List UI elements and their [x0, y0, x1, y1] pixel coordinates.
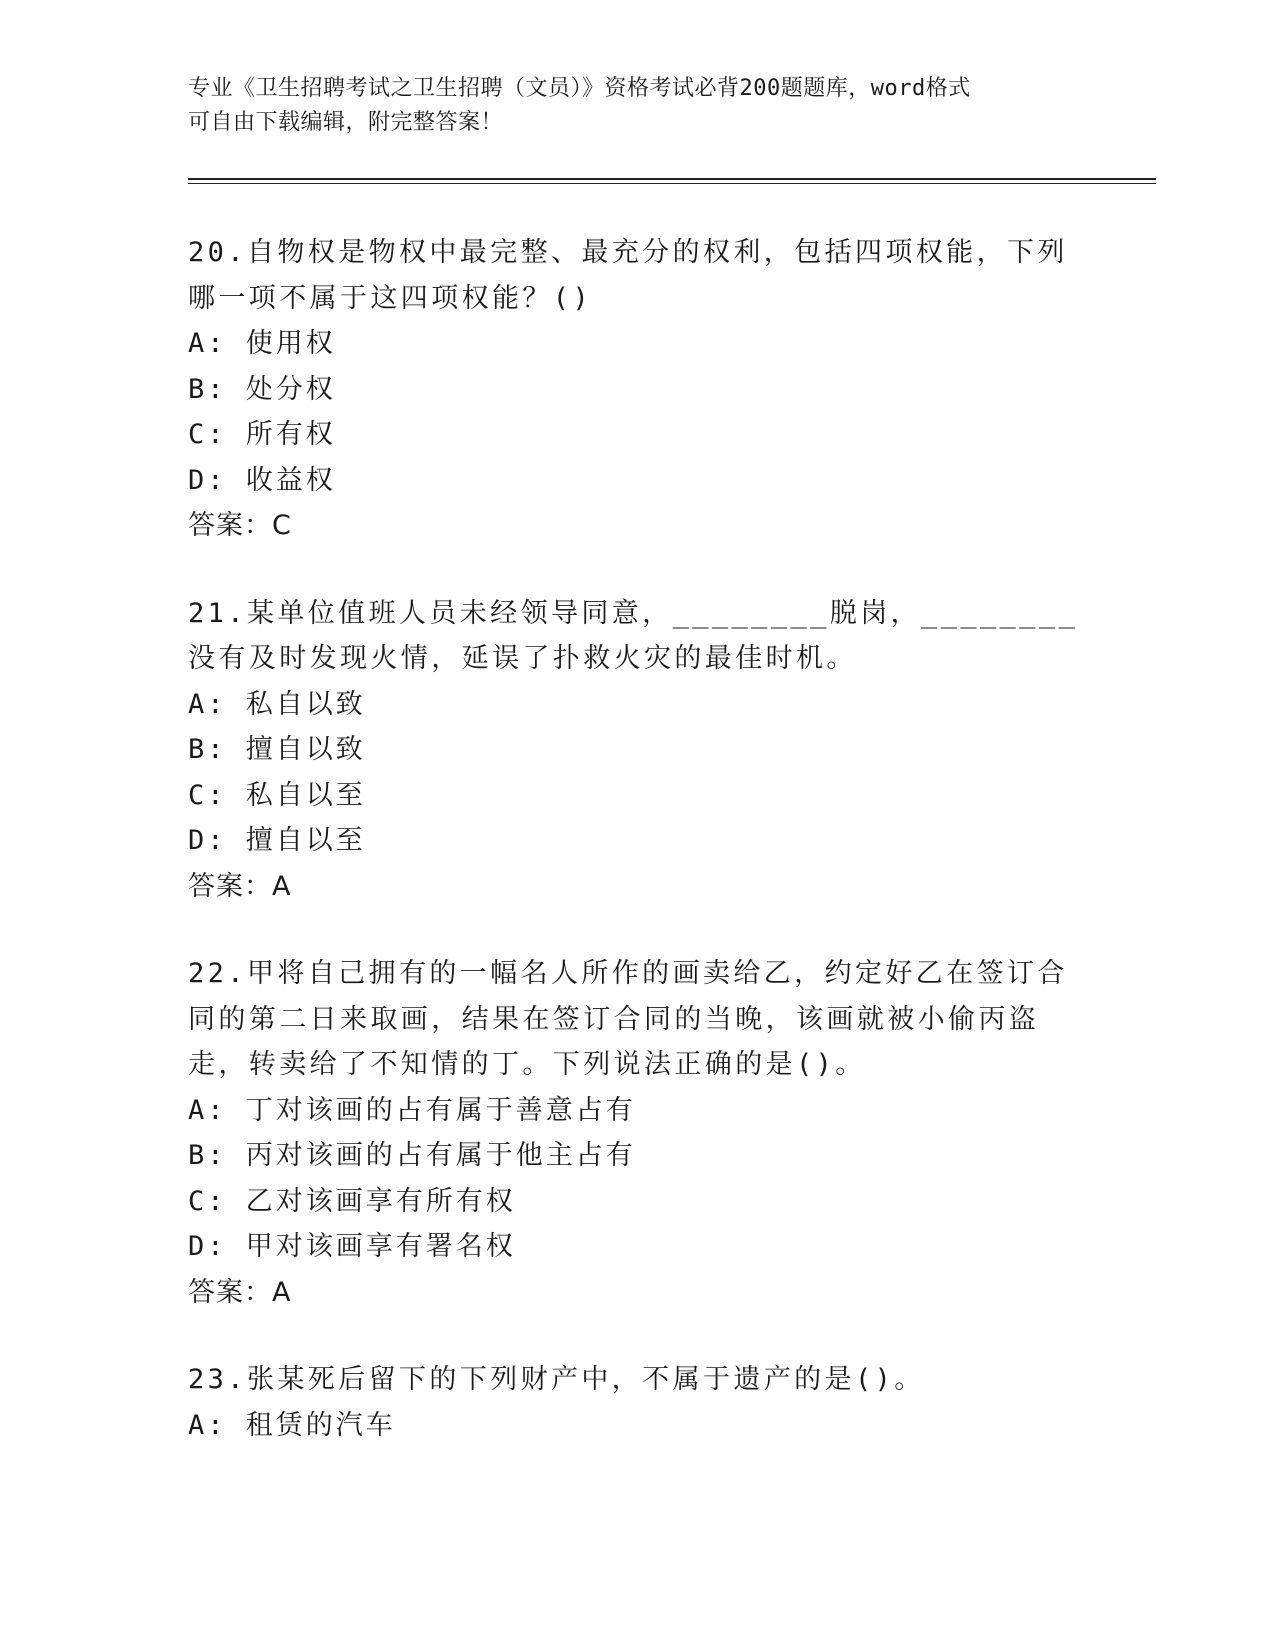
option-c: C: 私自以至 — [188, 779, 366, 811]
answer-label: 答案：C — [188, 510, 292, 541]
question-20 — [188, 230, 1088, 549]
header-line-2: 可自由下载编辑，附完整答案！ — [188, 110, 504, 135]
option-a: A: 租赁的汽车 — [188, 1409, 396, 1441]
header-divider-thin — [188, 183, 1156, 184]
question-stem: 23.张某死后留下的下列财产中，不属于遗产的是()。 — [188, 1364, 925, 1395]
option-b: B: 处分权 — [188, 373, 336, 405]
question-list — [188, 230, 1088, 1490]
option-a: A: 使用权 — [188, 328, 336, 359]
option-d: D: 擅自以至 — [188, 825, 366, 856]
question-stem: 20.自物权是物权中最完整、最充分的权利，包括四项权能，下列哪一项不属于这四项权能？() — [188, 237, 1068, 314]
header-line-1: 专业《卫生招聘考试之卫生招聘（文员）》资格考试必背200题题库，word格式 — [188, 76, 971, 101]
option-d: D: 收益权 — [188, 464, 336, 496]
question-22 — [188, 951, 1088, 1315]
option-c: C: 乙对该画享有所有权 — [188, 1185, 516, 1217]
option-c: C: 所有权 — [188, 419, 336, 450]
question-21 — [188, 591, 1088, 910]
question-stem: 21.某单位值班人员未经领导同意，________脱岗，________没有及时发现火情，延误了扑救火灾的最佳时机。 — [188, 597, 1079, 674]
question-23 — [188, 1357, 1088, 1448]
option-b: B: 丙对该画的占有属于他主占有 — [188, 1140, 636, 1171]
answer-label: 答案：A — [188, 1276, 292, 1308]
option-b: B: 擅自以致 — [188, 734, 366, 765]
option-a: A: 私自以致 — [188, 688, 366, 720]
option-a: A: 丁对该画的占有属于善意占有 — [188, 1094, 636, 1126]
question-stem: 22.甲将自己拥有的一幅名人所作的画卖给乙，约定好乙在签订合同的第二日来取画，结果在签订合同的当晚，该画就被小偷丙盗走，转卖给了不知情的丁。下列说法正确的是()。 — [188, 958, 1068, 1080]
option-d: D: 甲对该画享有署名权 — [188, 1231, 516, 1262]
header-divider-thick — [188, 178, 1156, 180]
answer-label: 答案：A — [188, 870, 292, 902]
document-header — [188, 72, 1088, 140]
